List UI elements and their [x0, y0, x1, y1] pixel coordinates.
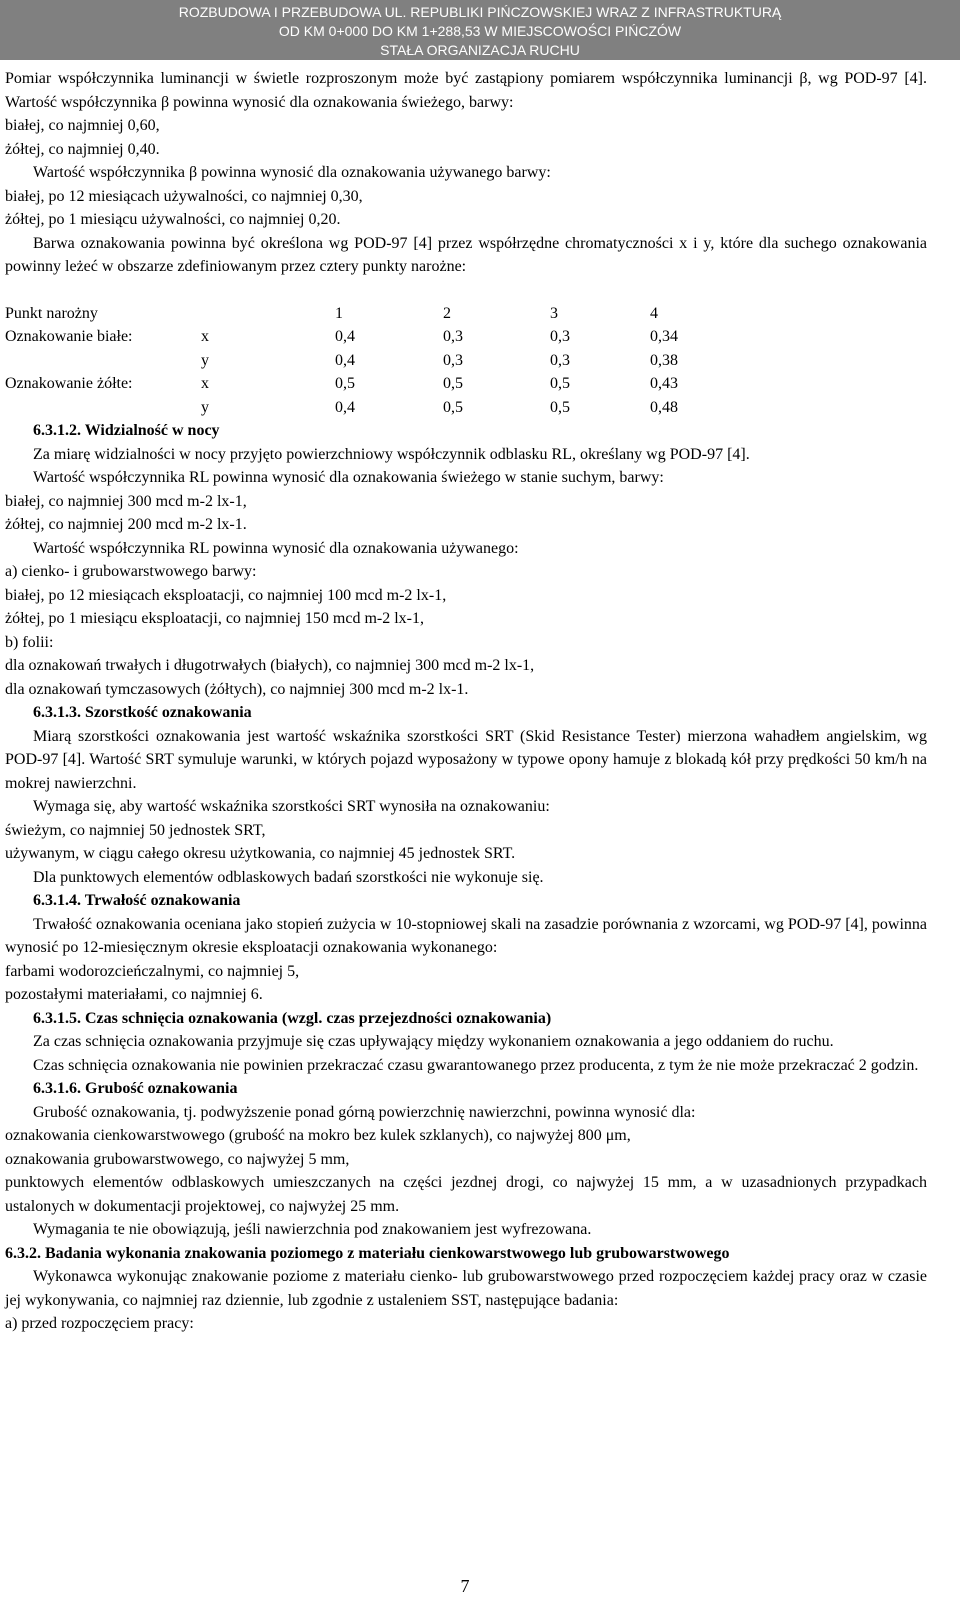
paragraph: Miarą szorstkości oznakowania jest wartość wskaźnika szorstkości SRT (Skid Resistance Tester) mierzona wahadłem angielskim, wg POD-97 [4]. Wartość SRT symuluje warunki, w których pojazd wyposażony w typowe opony hamuje z blokadą kół przy prędkości 50 km/h na mokrej nawierzchni. [5, 727, 927, 792]
table-header-row [5, 302, 770, 326]
table-cell: 0,38 [650, 351, 678, 369]
table-cell: 0,34 [650, 328, 678, 345]
table-cell: 0,4 [335, 398, 355, 416]
table-cell: 3 [550, 304, 558, 322]
paragraph: Czas schnięcia oznakowania nie powinien przekraczać czasu gwarantowanego przez producenta, z tym że nie może przekraczać 2 godzin. [33, 1056, 919, 1074]
header-line-3: STAŁA ORGANIZACJA RUCHU [380, 42, 580, 58]
paragraph: żółtej, co najmniej 200 mcd m-2 lx-1. [5, 516, 247, 533]
header-line-2: OD KM 0+000 DO KM 1+288,53 W MIEJSCOWOŚCI PIŃCZÓW [278, 23, 682, 39]
section-heading: 6.3.1.6. Grubość oznakowania [33, 1080, 238, 1097]
table-cell [5, 349, 201, 373]
paragraph: białej, po 12 miesiącach używalności, co najmniej 0,30, [5, 187, 363, 205]
paragraph: b) folii: [5, 633, 54, 651]
paragraph: a) przed rozpoczęciem pracy: [5, 1315, 194, 1332]
table-row [5, 349, 770, 373]
paragraph: dla oznakowań tymczasowych (żółtych), co najmniej 300 mcd m-2 lx-1. [5, 680, 469, 698]
table-cell: 0,5 [550, 398, 570, 416]
page-number: 7 [460, 1576, 470, 1596]
section-heading: 6.3.1.5. Czas schnięcia oznakowania (wzgl. czas przejezdności oznakowania) [33, 1009, 552, 1027]
table-cell: 4 [650, 304, 658, 322]
section-heading: 6.3.1.4. Trwałość oznakowania [33, 892, 241, 909]
paragraph: Za miarę widzialności w nocy przyjęto powierzchniowy współczynnik odblasku RL, określany wg POD-97 [4]. [33, 445, 750, 463]
table-cell: Oznakowanie białe: [5, 328, 133, 345]
section-heading: 6.3.2. Badania wykonania znakowania poziomego z materiału cienkowarstwowego lub grubowarstwowego [5, 1244, 730, 1262]
table-row [5, 372, 770, 396]
table-cell: 2 [443, 304, 451, 322]
paragraph: oznakowania cienkowarstwowego (grubość na mokro bez kulek szklanych), co najwyżej 800 μm, [5, 1127, 631, 1144]
page-header [0, 0, 960, 60]
paragraph: białej, co najmniej 300 mcd m-2 lx-1, [5, 492, 247, 510]
paragraph: Wartość współczynnika β powinna wynosić dla oznakowania używanego barwy: [33, 164, 551, 181]
paragraph: Pomiar współczynnika luminancji w świetle rozproszonym może być zastąpiony pomiarem współczynnika luminancji β, wg POD-97 [4]. Wartość współczynnika β powinna wynosić dla oznakowania świeżego, barwy: [5, 70, 927, 111]
paragraph: Barwa oznakowania powinna być określona wg POD-97 [4] przez współrzędne chromatyczności x i y, które dla suchego oznakowania powinny leżeć w obszarze zdefiniowanym przez cztery punkty narożne: [5, 234, 927, 275]
table-cell: y [201, 351, 209, 369]
table-cell: 1 [335, 304, 343, 322]
paragraph: Wymagania te nie obowiązują, jeśli nawierzchnia pod znakowaniem jest wyfrezowana. [33, 1221, 592, 1238]
table-cell: 0,4 [335, 351, 355, 369]
table-cell: 0,5 [550, 375, 570, 392]
paragraph: pozostałymi materiałami, co najmniej 6. [5, 986, 263, 1003]
table-cell: 0,5 [335, 375, 355, 392]
table-cell: 0,48 [650, 398, 678, 416]
table-cell: Oznakowanie żółte: [5, 375, 133, 392]
paragraph: żółtej, po 1 miesiącu eksploatacji, co najmniej 150 mcd m-2 lx-1, [5, 610, 424, 627]
paragraph: żółtej, po 1 miesiącu używalności, co najmniej 0,20. [5, 211, 341, 228]
paragraph: używanym, w ciągu całego okresu użytkowania, co najmniej 45 jednostek SRT. [5, 845, 516, 862]
paragraph: białej, po 12 miesiącach eksploatacji, co najmniej 100 mcd m-2 lx-1, [5, 586, 447, 604]
table-cell: 0,43 [650, 375, 678, 392]
paragraph: oznakowania grubowarstwowego, co najwyżej 5 mm, [5, 1150, 350, 1168]
table-cell: 0,3 [550, 351, 570, 369]
table-cell: 0,3 [443, 351, 463, 369]
paragraph: żółtej, co najmniej 0,40. [5, 140, 160, 158]
paragraph: a) cienko- i grubowarstwowego barwy: [5, 563, 257, 580]
paragraph: Za czas schnięcia oznakowania przyjmuje się czas upływający między wykonaniem oznakowania a jego oddaniem do ruchu. [33, 1033, 834, 1050]
paragraph: świeżym, co najmniej 50 jednostek SRT, [5, 821, 266, 839]
table-cell: 0,3 [550, 328, 570, 345]
document-body [5, 67, 927, 1336]
table-cell: 0,3 [443, 328, 463, 345]
table-cell: y [201, 398, 209, 416]
section-heading: 6.3.1.2. Widzialność w nocy [33, 422, 220, 439]
table-cell: 0,4 [335, 328, 355, 345]
table-row [5, 325, 770, 349]
table-cell: 0,5 [443, 398, 463, 416]
paragraph: białej, co najmniej 0,60, [5, 117, 160, 134]
paragraph: Wartość współczynnika RL powinna wynosić dla oznakowania używanego: [33, 539, 519, 557]
table-row [5, 396, 770, 420]
paragraph: Grubość oznakowania, tj. podwyższenie ponad górną powierzchnię nawierzchni, powinna wynosić dla: [33, 1103, 696, 1121]
table-cell [5, 396, 201, 420]
paragraph: Trwałość oznakowania oceniana jako stopień zużycia w 10-stopniowej skali na zasadzie porównania z wzorcami, wg POD-97 [4], powinna wynosić po 12-miesięcznym okresie eksploatacji oznakowania wykonanego: [5, 915, 927, 956]
paragraph: Dla punktowych elementów odblaskowych badań szorstkości nie wykonuje się. [33, 868, 544, 886]
paragraph: Wykonawca wykonując znakowanie poziome z materiału cienko- lub grubowarstwowego przed rozpoczęciem każdej pracy oraz w czasie jej wykonywania, co najmniej raz dziennie, lub zgodnie z ustaleniem SST, następujące badania: [5, 1268, 927, 1309]
table-cell: x [201, 375, 209, 392]
paragraph: farbami wodorozcieńczalnymi, co najmniej 5, [5, 962, 300, 980]
paragraph: Wymaga się, aby wartość wskaźnika szorstkości SRT wynosiła na oznakowaniu: [33, 798, 550, 815]
corner-points-table [5, 302, 770, 420]
table-cell: x [201, 328, 209, 345]
table-cell: 0,5 [443, 375, 463, 392]
paragraph: Wartość współczynnika RL powinna wynosić dla oznakowania świeżego w stanie suchym, barwy: [33, 469, 664, 486]
header-line-1: ROZBUDOWA I PRZEBUDOWA UL. REPUBLIKI PIŃCZOWSKIEJ WRAZ Z INFRASTRUKTURĄ [178, 4, 782, 20]
section-heading: 6.3.1.3. Szorstkość oznakowania [33, 704, 252, 721]
table-cell [201, 302, 335, 326]
table-cell: Punkt narożny [5, 304, 98, 322]
paragraph: punktowych elementów odblaskowych umieszczanych na części jezdnej drogi, co najwyżej 15 mm, a w uzasadnionych przypadkach ustalonych w dokumentacji projektowej, co najwyżej 25 mm. [5, 1174, 927, 1215]
paragraph: dla oznakowań trwałych i długotrwałych (białych), co najmniej 300 mcd m-2 lx-1, [5, 657, 535, 674]
